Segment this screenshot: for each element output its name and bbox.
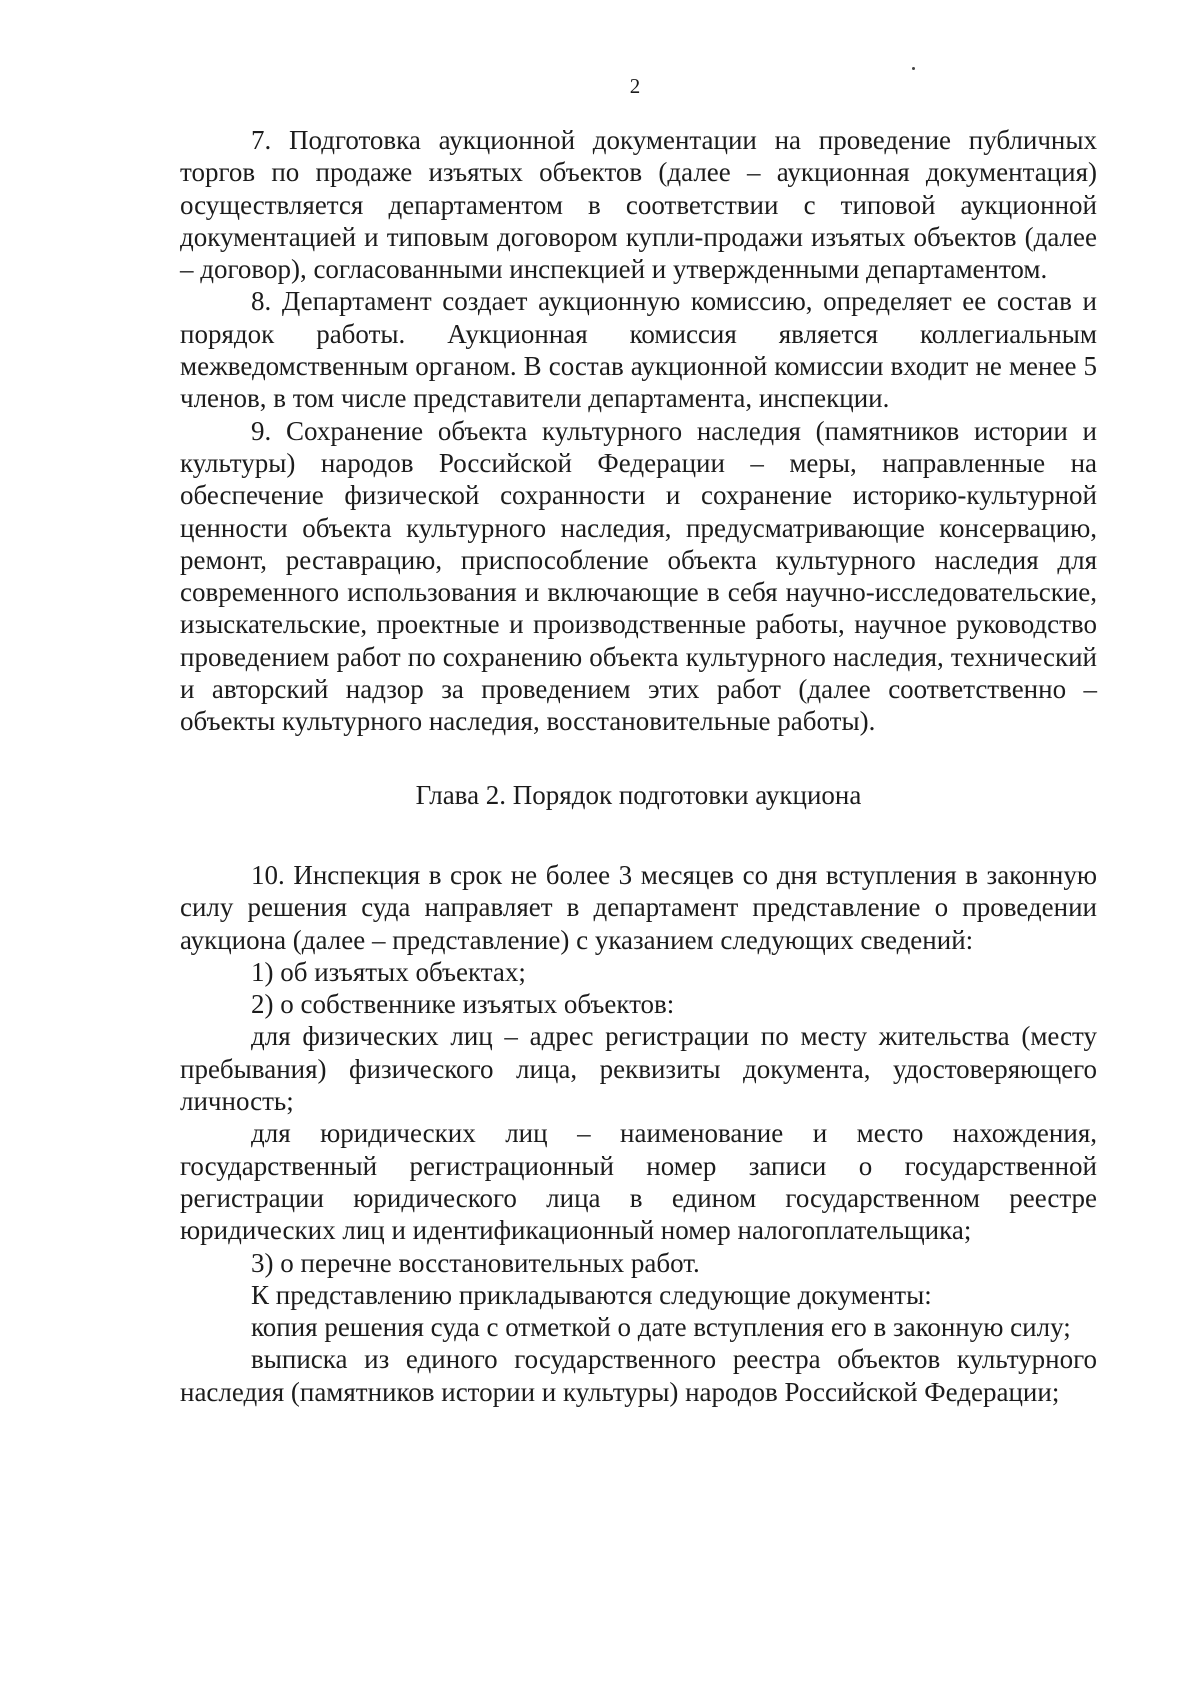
- paragraph-7: 7. Подготовка аукционной документации на проведение публичных торгов по продаже изъятых объектов (далее – аукционная документация) осуществляется департаментом в соответствии с типовой аукционной документацией и типовым договором купли-продажи изъятых объектов (далее – договор), согласованными инспекцией и утвержденными департаментом.: [180, 125, 1097, 285]
- sub-item-individuals: для физических лиц – адрес регистрации по месту жительства (месту пребывания) физического лица, реквизиты документа, удостоверяющего личность;: [180, 1021, 1097, 1117]
- chapter-title: Глава 2. Порядок подготовки аукциона: [415, 779, 862, 810]
- paragraph-8: 8. Департамент создает аукционную комиссию, определяет ее состав и порядок работы. Аукционная комиссия является коллегиальным межведомственным органом. В состав аукционной комиссии входит не менее 5 членов, в том числе представители департамента, инспекции.: [180, 286, 1097, 414]
- list-item-3: 3) о перечне восстановительных работ.: [251, 1247, 700, 1278]
- attachment-registry-extract: выписка из единого государственного реестра объектов культурного наследия (памятников истории и культуры) народов Российской Федерации;: [180, 1344, 1097, 1407]
- scan-speck: [912, 67, 915, 70]
- page-number: 2: [629, 74, 641, 98]
- list-item-2: 2) о собственнике изъятых объектов:: [251, 989, 675, 1020]
- attachment-court-decision: копия решения суда с отметкой о дате вступления его в законную силу;: [251, 1312, 1071, 1343]
- paragraph-10: 10. Инспекция в срок не более 3 месяцев со дня вступления в законную силу решения суда направляет в департамент представление о проведении аукциона (далее – представление) с указанием следующих сведений:: [180, 859, 1097, 955]
- document-body: [180, 124, 1097, 1408]
- attachments-intro: К представлению прикладываются следующие документы:: [251, 1279, 932, 1310]
- paragraph-9: 9. Сохранение объекта культурного наследия (памятников истории и культуры) народов Российской Федерации – меры, направленные на обеспечение физической сохранности и сохранение историко-культурной ценности объекта культурного наследия, предусматривающие консервацию, ремонт, реставрацию, приспособление объекта культурного наследия для современного использования и включающие в себя научно-исследовательские, изыскательские, проектные и производственные работы, научное руководство проведением работ по сохранению объекта культурного наследия, технический и авторский надзор за проведением этих работ (далее соответственно – объекты культурного наследия, восстановительные работы).: [180, 415, 1097, 737]
- list-item-1: 1) об изъятых объектах;: [251, 956, 526, 987]
- sub-item-legal-entities: для юридических лиц – наименование и место нахождения, государственный регистрационный номер записи о государственной регистрации юридического лица в едином государственном реестре юридических лиц и идентификационный номер налогоплательщика;: [180, 1118, 1097, 1246]
